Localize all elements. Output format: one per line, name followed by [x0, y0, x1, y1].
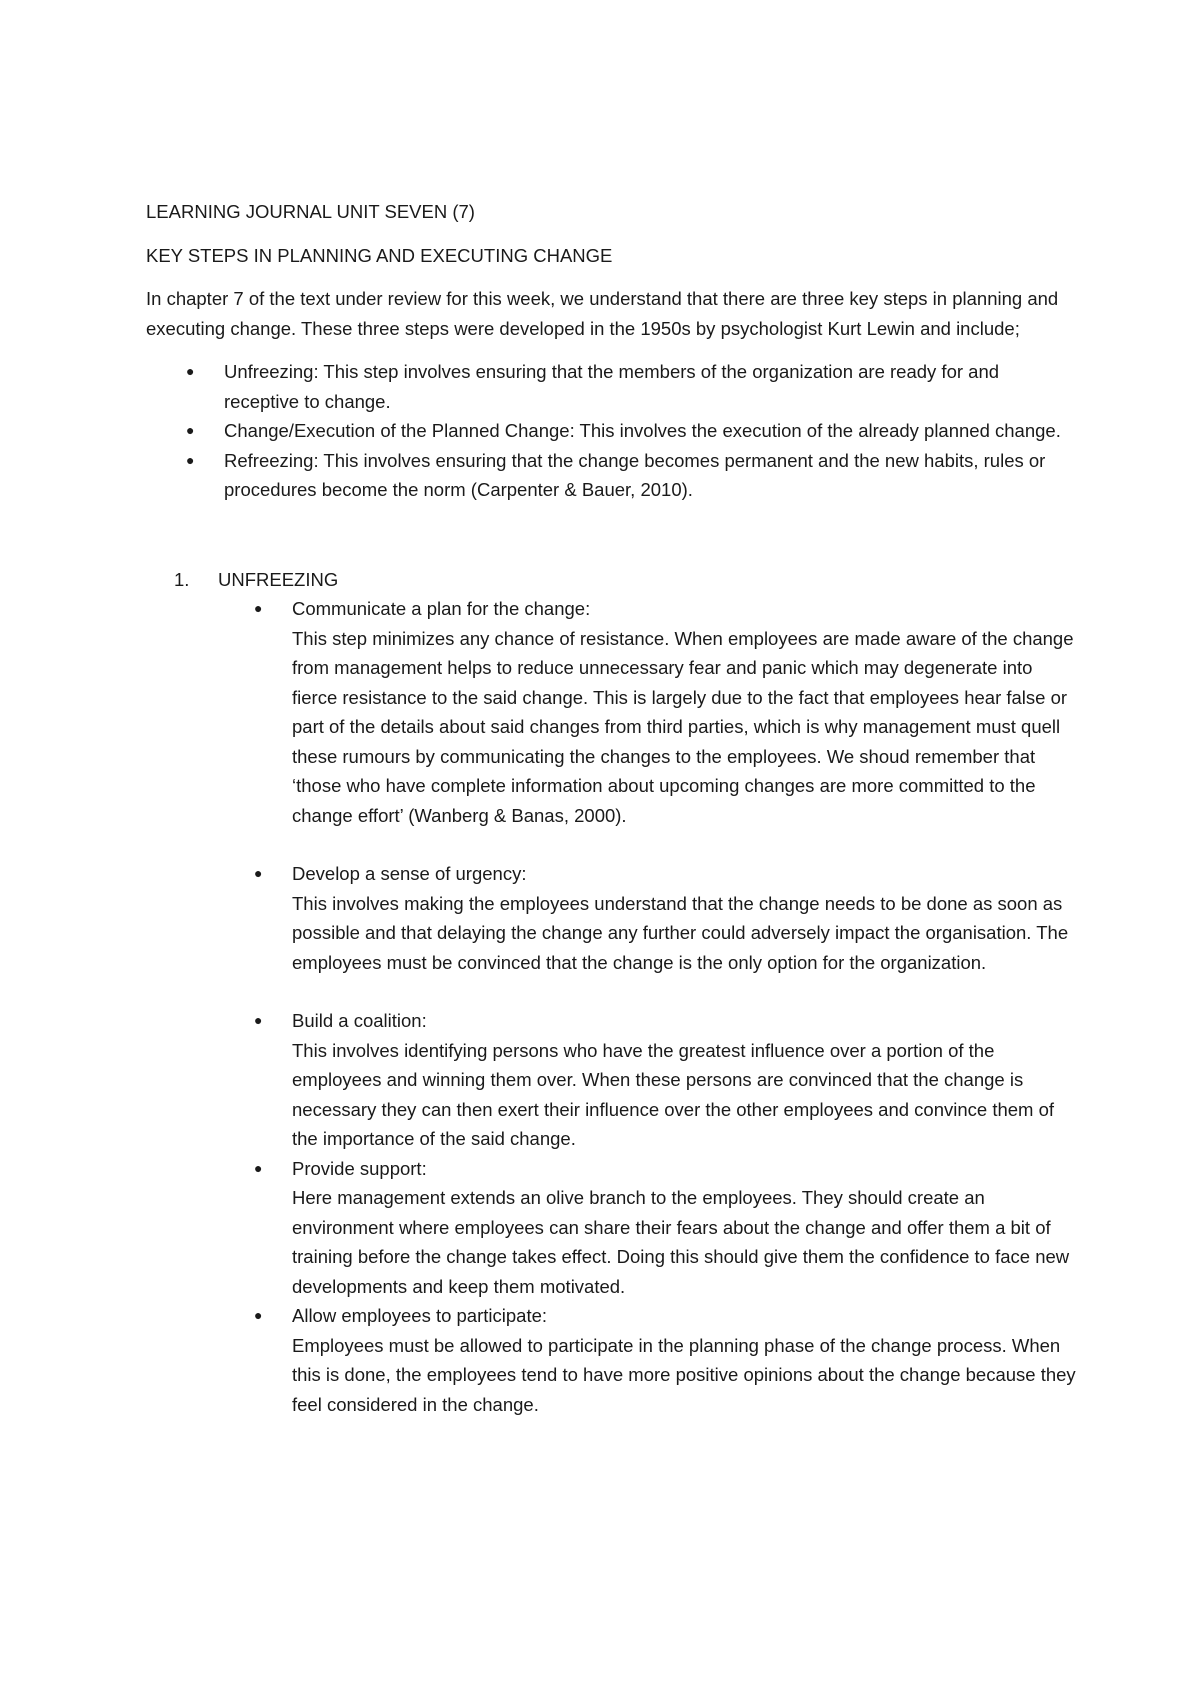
document-page [146, 197, 1076, 1419]
list-item [146, 446, 1076, 505]
document-subtitle: KEY STEPS IN PLANNING AND EXECUTING CHANGE [146, 244, 613, 266]
key-step-text: Refreezing: This involves ensuring that the change becomes permanent and the new habits, rules or procedures become the norm (Carpenter & Bauer, 2010). [224, 449, 1046, 500]
bullet-icon: ● [186, 363, 195, 379]
item-body: Employees must be allowed to participate in the planning phase of the change process. When this is done, the employees tend to have more positive opinions about the change because they feel considered in the change. [292, 1334, 1076, 1415]
list-item [146, 594, 1076, 830]
key-step-text: Unfreezing: This step involves ensuring that the members of the organization are ready for and receptive to change. [224, 361, 1000, 412]
section-title: UNFREEZING [218, 568, 339, 590]
unfreezing-steps-list [146, 594, 1076, 1419]
item-title: Allow employees to participate: [292, 1305, 548, 1326]
list-item [146, 1006, 1076, 1154]
item-title: Develop a sense of urgency: [292, 863, 527, 884]
item-title: Communicate a plan for the change: [292, 598, 591, 619]
bullet-icon: ● [254, 600, 263, 616]
item-title: Build a coalition: [292, 1010, 427, 1031]
list-item [146, 1301, 1076, 1419]
list-item [146, 1154, 1076, 1302]
bullet-icon: ● [254, 1012, 263, 1028]
item-body: This involves identifying persons who have the greatest influence over a portion of the employees and winning them over. When these persons are convinced that the change is necessary they can then exert their influence over the other employees and convince them of the importance of the said change. [292, 1039, 1055, 1149]
bullet-icon: ● [186, 422, 195, 438]
list-item [146, 416, 1076, 446]
item-body: This involves making the employees understand that the change needs to be done as soon as possible and that delaying the change any further could adversely impact the organisation. The employees must be convinced that the change is the only option for the organization. [292, 892, 1069, 973]
section-heading [146, 565, 1076, 595]
bullet-icon: ● [254, 1159, 263, 1176]
item-body: Here management extends an olive branch to the employees. They should create an environment where employees can share their fears about the change and offer them a bit of training before the change takes effect. Doing this should give them the confidence to face new developments and keep them motivated. [292, 1187, 1070, 1297]
list-item [146, 357, 1076, 416]
item-title: Provide support: [292, 1157, 427, 1179]
item-body: This step minimizes any chance of resistance. When employees are made aware of the change from management helps to reduce unnecessary fear and panic which may degenerate into fierce resistance to the said change. This is largely due to the fact that employees hear false or part of the details about said changes from third parties, which is why management must quell these rumours by communicating the changes to the employees. We shoud remember that ‘those who have complete information about upcoming changes are more committed to the change effort’ (Wanberg & Banas, 2000). [292, 627, 1074, 826]
key-steps-list [146, 357, 1076, 505]
intro-paragraph: In chapter 7 of the text under review for this week, we understand that there are three key steps in planning and executing change. These three steps were developed in the 1950s by psychologist Kurt Lewin and include; [146, 288, 1059, 339]
bullet-icon: ● [186, 451, 195, 468]
document-title: LEARNING JOURNAL UNIT SEVEN (7) [146, 201, 475, 222]
bullet-icon: ● [254, 865, 263, 881]
bullet-icon: ● [254, 1307, 263, 1323]
section-number: 1. [174, 568, 190, 590]
list-item [146, 859, 1076, 977]
key-step-text: Change/Execution of the Planned Change: This involves the execution of the already planned change. [224, 420, 1061, 441]
